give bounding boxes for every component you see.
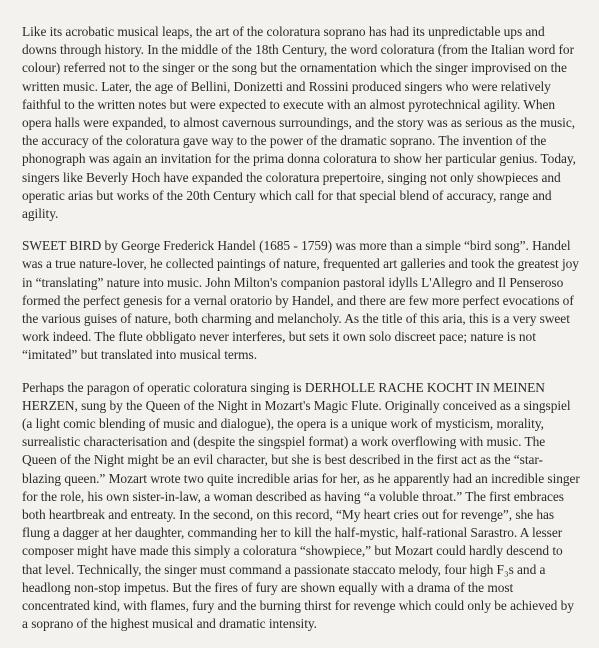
paragraph-sweet-bird: SWEET BIRD by George Frederick Handel (1685 - 1759) was more than a simple “bird song”. Handel was a true nature-lover, he collected paintings of nature, frequented art galleries and took the greatest joy in “translating” nature into music. John Milton's companion pastoral idylls L'Allegro and Il Penseroso formed the perfect genesis for a vernal oratorio by Handel, and there are few more perfect evocations of the various guises of nature, both charming and melancholy. As the title of this aria, this is a very sweet work indeed. The flute obbligato never interferes, but sets it own solo discreet pace; nature is not “imitated” but translated into musical terms. xyxy=(22,238,579,363)
paragraph-coloratura-history: Like its acrobatic musical leaps, the art of the coloratura soprano has had its unpredictable ups and downs through history. In the middle of the 18th Century, the word coloratura (from the Italian word for colour) referred not to the singer or the song but the ornamentation which the singer improvised on the written music. Later, the age of Bellini, Donizetti and Rossini produced singers who were relatively faithful to the written notes but were expected to execute with an almost pyrotechnical agility. When opera halls were expanded, to almost cavernous surroundings, and the story was as serious as the music, the accuracy of the coloratura gave way to the power of the dramatic soprano. The invention of the phonograph was again an invitation for the prima donna coloratura to show her particular genius. Today, singers like Beverly Hoch have expanded the coloratura prepertoire, singing not only showpieces and operatic arias but works of the 20th Century which call for that special blend of accuracy, range and agility. xyxy=(22,24,576,222)
liner-notes-page xyxy=(22,23,580,648)
paragraph-queen-of-the-night: Perhaps the paragon of operatic coloratura singing is DERHOLLE RACHE KOCHT IN MEINEN HERZEN, sung by the Queen of the Night in Mozart's Magic Flute. Originally conceived as a singspiel (a light comic blending of music and dialogue), the opera is a unique work of mysticism, morality, surrealistic characterisation and (despite the singspiel format) a work overflowing with music. The Queen of the Night might be an evil character, but she is best described in the first act as the “star-blazing queen.” Mozart wrote two quite incredible arias for her, as he apparently had an incredible singer for the role, his own sister-in-law, a woman described as having “a voluble throat.” The first embraces both heartbreak and entreaty. In the second, on this record, “My heart cries out for revenge”, she has flung a dagger at her daughter, commanding her to kill the half-mystic, half-rational Sarastro. A lesser composer might have made this simply a coloratura “showpiece,” but Mozart could hardly descend to that level. Technically, the singer must command a passionate staccato melody, four high F₃s and a headlong non-stop impetus. But the fires of fury are shown equally with a drama of the most concentrated kind, with flames, fury and the burning thirst for revenge which could only be achieved by a soprano of the highest musical and dramatic intensity. xyxy=(22,379,580,632)
